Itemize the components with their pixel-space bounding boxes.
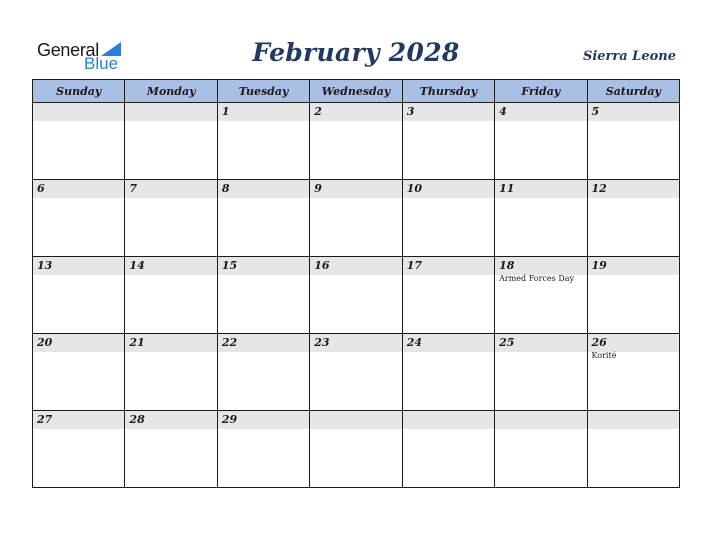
day-number: 9 [310, 180, 401, 198]
calendar-title: February 2028 [252, 38, 460, 67]
week-row [33, 334, 680, 411]
day-number [33, 103, 124, 121]
day-cell [587, 411, 679, 488]
country-name: Sierra Leone [582, 49, 676, 64]
day-number: 24 [403, 334, 494, 352]
day-number [588, 411, 679, 429]
week-row [33, 180, 680, 257]
day-cell [495, 103, 587, 180]
day-number: 11 [495, 180, 586, 198]
day-number: 26 [588, 334, 679, 352]
week-row [33, 411, 680, 488]
week-row [33, 103, 680, 180]
weekday-header-row [33, 80, 680, 103]
weekday-header: Saturday [587, 80, 679, 103]
weekday-header: Monday [125, 80, 217, 103]
day-cell [587, 180, 679, 257]
holiday-label: Armed Forces Day [499, 274, 575, 283]
weekday-header: Tuesday [217, 80, 309, 103]
day-number: 25 [495, 334, 586, 352]
day-cell [587, 257, 679, 334]
day-number: 7 [125, 180, 216, 198]
day-cell [495, 334, 587, 411]
day-number: 20 [33, 334, 124, 352]
day-cell [33, 103, 125, 180]
logo-general-text: General [37, 40, 99, 60]
holiday-label: Korité [591, 351, 617, 360]
day-number: 6 [33, 180, 124, 198]
day-cell [310, 411, 402, 488]
day-number [495, 411, 586, 429]
weekday-header: Friday [495, 80, 587, 103]
day-cell [33, 411, 125, 488]
day-number: 1 [218, 103, 309, 121]
day-cell [495, 257, 587, 334]
day-cell [217, 334, 309, 411]
day-number: 14 [125, 257, 216, 275]
day-number: 19 [588, 257, 679, 275]
day-cell [587, 103, 679, 180]
day-number: 3 [403, 103, 494, 121]
day-cell [125, 334, 217, 411]
day-cell [310, 180, 402, 257]
week-row [33, 257, 680, 334]
day-number: 13 [33, 257, 124, 275]
day-cell [402, 334, 494, 411]
day-cell [125, 103, 217, 180]
day-number [310, 411, 401, 429]
day-cell [217, 180, 309, 257]
day-number [403, 411, 494, 429]
day-number: 27 [33, 411, 124, 429]
day-cell [33, 180, 125, 257]
day-cell [217, 103, 309, 180]
day-number: 28 [125, 411, 216, 429]
day-cell [217, 257, 309, 334]
day-number: 2 [310, 103, 401, 121]
day-cell [33, 257, 125, 334]
day-cell [310, 334, 402, 411]
day-number: 4 [495, 103, 586, 121]
day-number: 23 [310, 334, 401, 352]
day-cell [125, 180, 217, 257]
day-number: 8 [218, 180, 309, 198]
day-number: 17 [403, 257, 494, 275]
day-cell [402, 411, 494, 488]
day-number: 18 [495, 257, 586, 275]
weekday-header: Wednesday [310, 80, 402, 103]
day-cell [217, 411, 309, 488]
weekday-header: Thursday [402, 80, 494, 103]
calendar-grid [32, 79, 680, 488]
day-cell [310, 257, 402, 334]
day-number: 5 [588, 103, 679, 121]
day-cell [125, 257, 217, 334]
day-number: 16 [310, 257, 401, 275]
day-cell [587, 334, 679, 411]
day-cell [402, 180, 494, 257]
day-number [125, 103, 216, 121]
day-cell [310, 103, 402, 180]
day-number: 29 [218, 411, 309, 429]
weekday-header: Sunday [33, 80, 125, 103]
day-number: 22 [218, 334, 309, 352]
day-cell [495, 180, 587, 257]
day-cell [33, 334, 125, 411]
day-number: 15 [218, 257, 309, 275]
day-number: 10 [403, 180, 494, 198]
day-cell [495, 411, 587, 488]
day-number: 21 [125, 334, 216, 352]
day-cell [402, 257, 494, 334]
day-cell [402, 103, 494, 180]
day-cell [125, 411, 217, 488]
logo-blue-text: Blue [84, 54, 119, 73]
day-number: 12 [588, 180, 679, 198]
